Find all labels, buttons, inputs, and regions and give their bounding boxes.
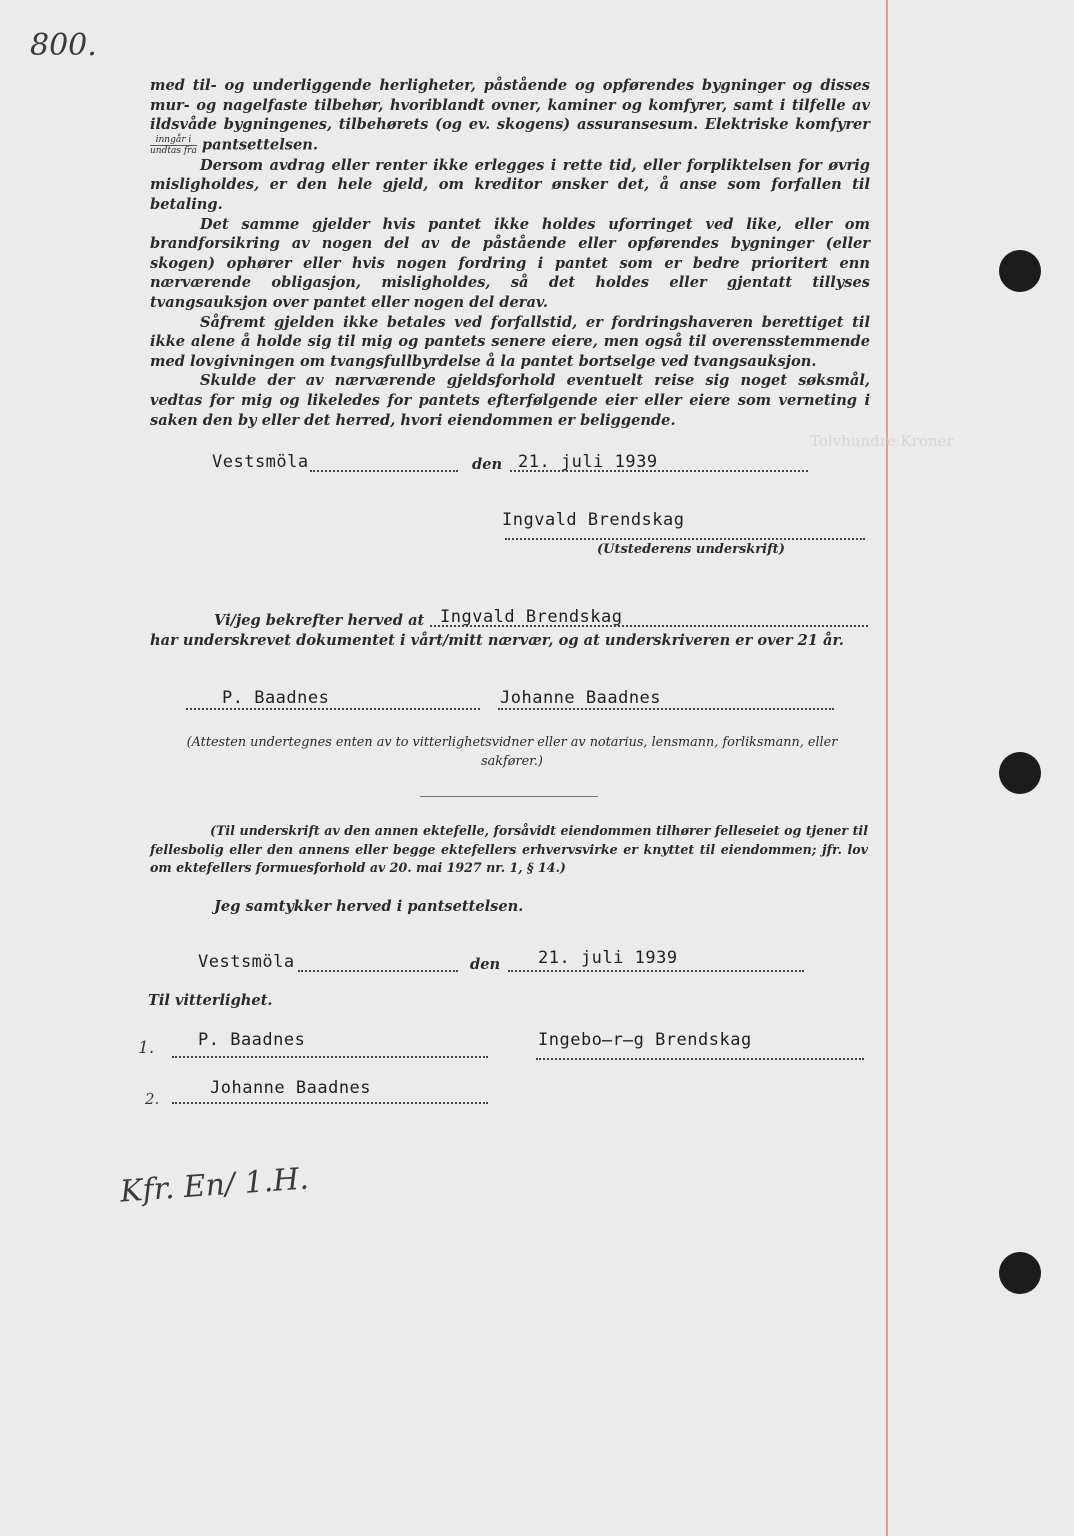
paragraph-default: Dersom avdrag eller renter ikke erlegges i rette tid, eller forpliktelsen for øvrig misligholdes, er den hele gjeld, om kreditor ønsker det, å anse som forfallen til betaling. [150,156,870,213]
mortgage-terms [150,76,870,430]
dotted-line [510,470,808,472]
inset-top: inngår i [150,135,197,146]
place-2: Vestsmöla [198,952,295,972]
handwritten-reference: Kfr. En/ 1.H. [119,1161,310,1210]
dotted-line [498,708,834,710]
date-1: 21. juli 1939 [518,452,658,472]
separator [420,796,598,797]
den-label-1: den [472,456,503,473]
punch-hole [999,752,1041,794]
witness-1-signature: P. Baadnes [222,688,330,708]
dotted-line [430,625,868,627]
inset-choice [150,135,197,156]
paragraph-enforcement: Såfremt gjelden ikke betales ved forfallstid, er fordringshaveren berettiget til ikke alene å holde sig til mig og pantets senere eiere, men også til overensstemmende med lovgivningen om tvangsfullbyrdelse å la pantet bortselge ved tvangsauksjon. [150,313,870,370]
punch-hole [999,250,1041,292]
paragraph-property-text: med til- og underliggende herligheter, påstående og opførendes bygninger og disses mur- og nagelfaste tilbehør, hvoriblandt ovner, kaminer og komfyrer, samt i tilfelle av ildsvåde bygningenes, tilbehørets (og ev. skogens) assuransesum. Elektriske komfyrer [150,77,870,134]
bleed-through: Tolvhundre Kroner [810,432,954,450]
spouse-signature: Ingebo̶r̶g Brendskag [538,1030,752,1050]
page-number: 800. [30,28,97,63]
witness-note: (Attesten undertegnes enten av to vitterlighetsvidner eller av notarius, lensmann, forliksmann, eller sakfører.) [186,735,838,769]
witness-label: Til vitterlighet. [148,992,273,1009]
den-label-2: den [470,956,501,973]
confirmation-prefix: Vi/jeg bekrefter herved at [214,612,425,629]
inset-bottom: undtas fra [150,145,197,156]
issuer-signature: Ingvald Brendskag [502,510,685,530]
witness-2b-signature: Johanne Baadnes [210,1078,372,1098]
paragraph-property-end: pantsettelsen. [201,136,318,154]
witness-number-1: 1. [138,1038,155,1058]
dotted-line [172,1056,488,1058]
dotted-line [536,1058,864,1060]
consent-text: Jeg samtykker herved i pantsettelsen. [214,898,524,915]
witness-1b-signature: P. Baadnes [198,1030,306,1050]
dotted-line [298,970,458,972]
dotted-line [505,538,865,540]
paragraph-venue: Skulde der av nærværende gjeldsforhold eventuelt reise sig noget søksmål, vedtas for mig og likeledes for pantets efterfølgende eier eller eiere som verneting i saken den by eller det herred, hvori eiendommen er beliggende. [150,372,870,429]
spouse-note: (Til underskrift av den annen ektefelle, forsåvidt eiendommen tilhører felleseiet og tjener til fellesbolig eller den annens eller begge ektefellers erhvervsvirke er knyttet til eiendommen; jfr. lov om ektefellers formuesforhold av 20. mai 1927 nr. 1, § 14.) [150,823,868,875]
paragraph-property [150,76,870,156]
confirmation-name: Ingvald Brendskag [440,607,623,627]
date-2: 21. juli 1939 [538,948,678,968]
punch-hole [999,1252,1041,1294]
dotted-line [172,1102,488,1104]
margin-rule [886,0,888,1536]
place-1: Vestsmöla [212,452,309,472]
witness-number-2: 2. [145,1090,160,1108]
dotted-line [310,470,458,472]
paragraph-insurance: Det samme gjelder hvis pantet ikke holdes uforringet ved like, eller om brandforsikring av nogen del av de påstående eller opførendes bygninger (eller skogen) ophører eller hvis nogen fordring i pantet som er bedre prioritert enn nærværende obligasjon, misligholdes, så det holdes eller gjentatt tillyses tvangsauksjon over pantet eller nogen del derav. [150,215,870,311]
confirmation-line2: har underskrevet dokumentet i vårt/mitt nærvær, og at underskriveren er over 21 år. [150,632,844,649]
issuer-caption: (Utstederens underskrift) [597,542,785,557]
dotted-line [186,708,480,710]
witness-2-signature: Johanne Baadnes [500,688,662,708]
dotted-line [508,970,804,972]
